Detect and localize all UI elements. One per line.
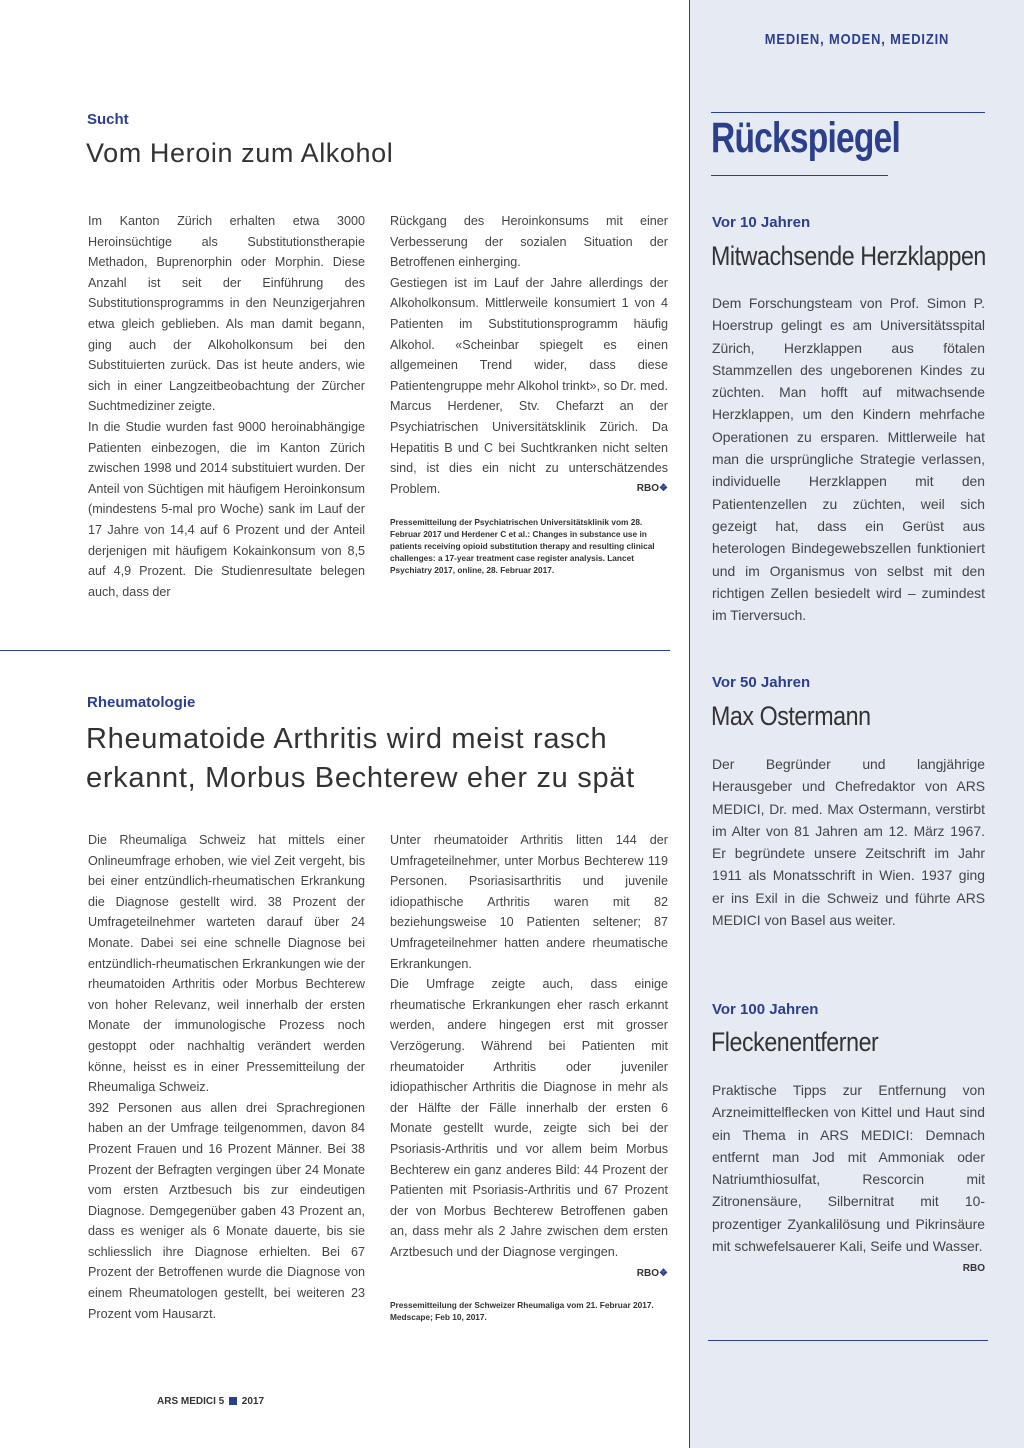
- sidebar-item-text: Praktische Tipps zur Entfernung von Arzneimittelflecken von Kittel und Haut sind ein Thema in ARS MEDICI: Demnach entfernt man Jod mit Ammoniak oder Natriumthiosulfat, Rescorcin mit Zitronensäure, Silbernitrat mit 10-prozentiger Zyankalilösung und Pikrinsäure mit schwefelsauerer Kali, Seife und Wasser.: [712, 1082, 985, 1255]
- journal-year: 2017: [241, 1396, 265, 1407]
- article2-col2-para: Die Umfrage zeigte auch, dass einige rheumatische Erkrankungen eher rasch erkannt werden, andere hingegen erst mit grosser Verzögerung. Während bei Patienten mit rheumatoider Arthritis oder juveniler idiopathischer Arthritis die Diagnose in mehr als der Hälfte der Fälle innerhalb der ersten 6 Monate gestellt wurde, zeigte sich bei der Psoriasis-Arthritis und vor allem beim Morbus Bechterew ein ganz anderes Bild: 44 Prozent der Patienten mit Psoriasis-Arthritis und 67 Prozent der von Morbus Bechterew Betroffenen gaben an, dass mehr als 2 Jahre zwischen dem ersten Arztbesuch und der Diagnose vergingen.: [390, 977, 668, 1259]
- sidebar-signature: RBO: [962, 1263, 985, 1274]
- article1-col2-para: Rückgang des Heroinkonsums mit einer Verbesserung der sozialen Situation der Betroffenen einherging.: [390, 214, 668, 270]
- sidebar-title: Rückspiegel: [711, 114, 901, 162]
- sidebar-item-title: Mitwachsende Herzklappen: [711, 241, 986, 271]
- sidebar-item-title: Fleckenentferner: [711, 1027, 879, 1057]
- sidebar-item-kicker: Vor 10 Jahren: [712, 214, 811, 231]
- article2-col2-para: Unter rheumatoider Arthritis litten 144 der Umfrageteilnehmer, unter Morbus Bechterew 119 Personen. Psoriasisarthritis und juvenile idiopathische Arthritis waren mit 82 beziehungsweise 10 Patienten seltener; 87 Umfrageteilnehmer hatten andere rheumatische Erkrankungen.: [390, 833, 668, 971]
- sidebar-item-text: Der Begründer und langjährige Herausgeber und Chefredaktor von ARS MEDICI, Dr. med. Max Ostermann, verstirbt im Alter von 81 Jahren am 12. März 1967. Er begründete unsere Zeitschrift im Jahr 1911 als Monatsschrift in Wien. 1937 ging er ins Exil in die Schweiz und führte ARS MEDICI von Basel aus weiter.: [712, 756, 985, 929]
- article1-col2-para: Gestiegen ist im Lauf der Jahre allerdings der Alkoholkonsum. Mittlerweile konsumiert 1 von 4 Patienten im Substitutionsprogramm häufig Alkohol. «Scheinbar spiegelt es einen allgemeinen Trend wider, dass diese Patientengruppe mehr Alkohol trinkt», so Dr. med. Marcus Herdener, Stv. Chefarzt an der Psychiatrischen Universitätsklinik Zürich. Da Hepatitis B und C bei Suchtkranken nicht selten sind, ist dies ein nicht zu unterschätzendes Problem.: [390, 275, 668, 496]
- article1-signature: [600, 483, 668, 494]
- sidebar-bottom-rule: [708, 1340, 988, 1341]
- signature-text: RBO: [636, 483, 660, 494]
- section-label: MEDIEN, MODEN, MEDIZIN: [764, 31, 950, 48]
- article2-title-line: erkannt, Morbus Bechterew eher zu spät: [86, 762, 635, 794]
- article2-signature: [600, 1268, 668, 1279]
- article1-col1-para: In die Studie wurden fast 9000 heroinabhängige Patienten einbezogen, die im Kanton Zürich zwischen 1998 und 2014 substituiert wurden. Der Anteil von Süchtigen mit häufigem Heroinkonsum (mindestens 5-mal pro Woche) sank im Lauf der 17 Jahre von 14,4 auf 6 Prozent und der Anteil derjenigen mit häufigem Kokainkonsum von 8,5 auf 4,9 Prozent. Die Studienresultate belegen auch, dass der: [88, 419, 365, 599]
- signature-text: RBO: [636, 1268, 660, 1279]
- article2-title-line: Rheumatoide Arthritis wird meist rasch: [86, 723, 608, 755]
- article1-col1-para: Im Kanton Zürich erhalten etwa 3000 Heroinsüchtige als Substitutionstherapie Methadon, Buprenorphin oder Morphin. Diese Anzahl ist seit der Einführung des Substitutionsprogramms in den Neunzigerjahren etwa gleich geblieben. Als man damit begann, ging auch der Alkoholkonsum bei den Substituierten zurück. Das ist heute anders, wie sich in einer Langzeitbeobachtung der Zürcher Suchtmediziner zeigte.: [88, 214, 365, 414]
- sidebar-title-underline: [711, 175, 888, 176]
- sidebar-item-kicker: Vor 100 Jahren: [712, 1001, 819, 1018]
- article2-col1-para: 392 Personen aus allen drei Sprachregionen haben an der Umfrage teilgenommen, davon 84 Prozent Frauen und 16 Prozent Männer. Bei 38 Prozent der Befragten vergingen über 24 Monate vom ersten Arztbesuch bis zur eindeutigen Diagnose. Demgegenüber gaben 43 Prozent an, dass es weniger als 6 Monate dauerte, bis sie schliesslich ihre Diagnose erhielten. Bei 67 Prozent der Betroffenen wurde die Diagnose von einem Rheumatologen gestellt, bei weiteren 23 Prozent vom Hausarzt.: [88, 1100, 365, 1321]
- article1-column-2: [390, 211, 668, 499]
- section-divider: [0, 650, 670, 651]
- article1-source: Pressemitteilung der Psychiatrischen Universitätsklinik vom 28. Februar 2017 und Herdener C et al.: Changes in substance use in patients receiving opioid substitution therapy and resulting clinical challenges: a 17-year treatment case register analysis. Lancet Psychiatry 2017, online, 28. Februar 2017.: [390, 517, 655, 575]
- article2-source: Pressemitteilung der Schweizer Rheumaliga vom 21. Februar 2017. Medscape; Feb 10, 2017.: [390, 1300, 654, 1322]
- square-icon: [229, 1397, 237, 1405]
- journal-issue: ARS MEDICI 5: [157, 1396, 225, 1407]
- sidebar-item-kicker: Vor 50 Jahren: [712, 674, 811, 691]
- article2-kicker: Rheumatologie: [87, 694, 196, 711]
- sidebar-item-title: Max Ostermann: [711, 701, 871, 731]
- diamond-icon: ❖: [659, 1268, 668, 1279]
- article1-title: Vom Heroin zum Alkohol: [86, 138, 394, 168]
- article1-column-1: [88, 211, 365, 602]
- article1-kicker: Sucht: [87, 111, 129, 128]
- article2-col1-para: Die Rheumaliga Schweiz hat mittels einer Onlineumfrage erhoben, wie viel Zeit vergeht, bis bei einer entzündlich-rheumatischen Erkrankung die Diagnose gestellt wird. 38 Prozent der Umfrageteilnehmer warteten darauf über 24 Monate. Dabei sei eine schnelle Diagnose bei entzündlich-rheumatischen Erkrankungen wie der rheumatoiden Arthritis oder Morbus Bechterew von hoher Relevanz, weil innerhalb der ersten Monate der immunologische Prozess noch gestoppt oder nachhaltig verändert werden könne, heisst es in einer Pressemitteilung der Rheumaliga Schweiz.: [88, 833, 365, 1095]
- diamond-icon: ❖: [659, 483, 668, 494]
- page-footer: [157, 1396, 264, 1407]
- article2-title: [86, 720, 635, 798]
- sidebar-top-rule: [711, 112, 985, 113]
- sidebar-item-text: Dem Forschungsteam von Prof. Simon P. Hoerstrup gelingt es am Universitätsspital Zürich, Herzklappen aus fötalen Stammzellen des ungeborenen Kindes zu züchten. Man hofft auf mitwachsende Herzklappen, um den Kindern mehrfache Operationen zu ersparen. Mittlerweile hat man die ursprüngliche Strategie verlassen, individuelle Herzklappen mit den Patientenzellen zu züchten, weil sich gezeigt hat, dass ein Gerüst aus heterologen Bindegewebszellen funktioniert und im Organismus von selbst mit den richtigen Zellen besiedelt wird – zumindest im Tierversuch.: [712, 295, 985, 624]
- article2-column-2: [390, 830, 668, 1262]
- article2-column-1: [88, 830, 365, 1324]
